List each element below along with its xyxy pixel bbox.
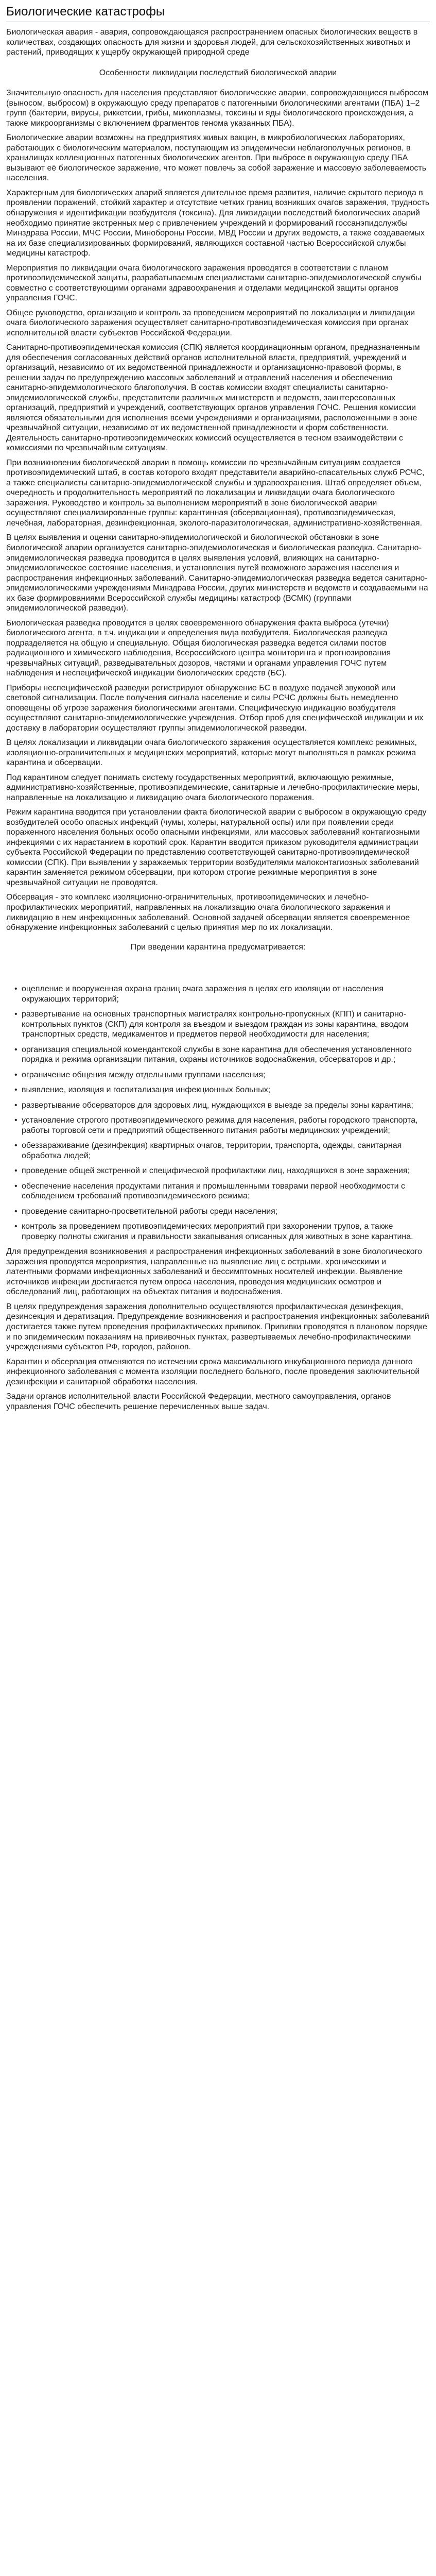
paragraph: Для предупреждения возникновения и распространения инфекционных заболеваний в зоне биологического заражения проводятся мероприятия, направленные на выявление лиц с острыми, хроническими и латентными формами инфекционных заболеваний и бессимптомных носителей инфекции. Выявление источников инфекции достигается путем опроса населения, проведения медицинских осмотров и обследований лиц, работающих на объектах питания и водоснабжения. [6, 1247, 422, 1297]
list-item: • обеспечение населения продуктами питания и промышленными товарами первой необходимости с соблюдением требований противоэпидемического режима; [22, 1181, 430, 1201]
paragraph: Режим карантина вводится при установлении факта биологической аварии с выбросом в окружающую среду возбудителей особо опасных инфекций (чумы, холеры, натуральной оспы) или при появлении среди пораженного населения больных особо опасными инфекциями, или массовых заболеваний контагиозными инфекциями с их нарастанием в короткий срок. Карантин вводится приказом руководителя администрации субъекта Российской Федерации по представлению соответствующей санитарно-противоэпидемической комиссии (СПК). При выявлении у заражаемых территории возбудителями малоконтагиозных заболеваний карантин заменяется режимом обсервации, при котором строгие режимные мероприятия в зоне чрезвычайной ситуации не проводятся. [6, 808, 427, 887]
quarantine-heading: При введении карантина предусматривается: [130, 942, 306, 952]
paragraph: Характерным для биологических аварий является длительное время развития, наличие скрытого периода в проявлении поражений, стойкий характер и отсутствие четких границ возникших очагов заражения, трудность обнаружения и идентификации возбудителя (токсина). Для ликвидации последствий биологических аварий необходимо принятие экстренных мер с привлечением учреждений и формирований госсанэпидслужбы Минздрава России, МЧС России, Минобороны России, МВД России и других ведомств, а также создаваемых на их базе специализированных формирований, являющихся составной частью Всероссийской службы медицины катастроф. [6, 188, 430, 258]
paragraph: Задачи органов исполнительной власти Российской Федерации, местного самоуправления, органов управления ГОЧС обеспечить решение перечисленных выше задач. [6, 1392, 391, 1411]
paragraph: Значительную опасность для населения представляют биологические аварии, сопровождающиеся выбросом (выносом, выбросом) в окружающую среду препаратов с патогенными биологическими агентами (ПБА) 1–2 групп (бактерии, вирусы, риккетсии, грибы, микоплазмы, токсины и яды биологического происхождения, а также микроорганизмы с включением фрагментов генома указанных ПБА). [6, 89, 428, 128]
paragraph: Биологическая разведка проводится в целях своевременного обнаружения факта выброса (утечки) биологического агента, в т.ч. индикации и определения вида возбудителя. Биологическая разведка подразделяется на общую и специальную. Общая биологическая разведка ведется силами постов радиационного и химического наблюдения, Всероссийского центра мониторинга и прогнозирования чрезвычайных ситуаций, разведывательных дозоров, частями и органами управления ГОЧС путем наблюдения и неспецифической индикации биологических средств (БС). [6, 618, 391, 678]
list-item: • развертывание на основных транспортных магистралях контрольно-пропускных (КПП) и санитарно-контрольных пунктов (СКП) для контроля за въездом и выездом граждан из зоны карантина, вводом транспортных средств, медикаментов и предметов первой необходимости для населения; [22, 1009, 430, 1040]
paragraph: Биологические аварии возможны на предприятиях живых вакцин, в микробиологических лабораториях, работающих с биологическим материалом, поступающим из эпидемически неблагополучных регионов, в хранилищах коллекционных патогенных биологических агентов. При выбросе в окружающую среду ПБА вызывают её биологическое заражение, что может повлечь за собой заражение и массовую заболеваемость населения. [6, 133, 427, 183]
list-item: • контроль за проведением противоэпидемических мероприятий при захоронении трупов, а также проверку полноты сжигания и правильности закапывания описанных для животных в зоне карантина. [22, 1222, 430, 1242]
paragraph: В целях выявления и оценки санитарно-эпидемиологической и биологической обстановки в зоне биологической аварии организуется санитарно-эпидемиологическая и биологическая разведка. Санитарно-эпидемиологическая разведка проводится в целях выявления условий, влияющих на санитарно-эпидемиологическое состояние населения, и установления путей возможного заражения населения и распространения инфекционных заболеваний. Санитарно-эпидемиологическая разведка ведется санитарно-эпидемиологическими учреждениями Минздрава России, других министерств и ведомств и создаваемыми на их базе формированиями Всероссийской службы медицины катастроф (ВСМК) (группами эпидемиологической разведки). [6, 533, 428, 613]
list-item: • организация специальной комендантской службы в зоне карантина для обеспечения установленного порядка и режима организации питания, охраны источников водоснабжения, обсерваторов и др.; [22, 1045, 430, 1065]
paragraph: Под карантином следует понимать систему государственных мероприятий, включающую режимные, административно-хозяйственные, противоэпидемические, санитарные и лечебно-профилактические меры, направленные на локализацию и ликвидацию очага биологического поражения. [6, 773, 420, 802]
quarantine-list [6, 984, 430, 1242]
list-item: • проведение общей экстренной и специфической профилактики лиц, находящихся в зоне заражения; [22, 1166, 430, 1176]
list-item: • оцепление и вооруженная охрана границ очага заражения в целях его изоляции от населения окружающих территорий; [22, 984, 430, 1004]
paragraph: Мероприятия по ликвидации очага биологического заражения проводятся в соответствии с планом противоэпидемической защиты, разрабатываемым специалистами санитарно-эпидемиологической службы совместно с соответствующими органами здравоохранения и отделами медицинской защиты органов управления ГОЧС. [6, 263, 422, 303]
list-item: • установление строгого противоэпидемического режима для населения, работы городского транспорта, работы торговой сети и предприятий общественного питания работы медицинских учреждений; [22, 1115, 430, 1136]
body-paragraphs-a [6, 88, 430, 933]
paragraph: В целях предупреждения заражения дополнительно осуществляются профилактическая дезинфекция, дезинсекция и дератизация. Предупреждение возникновения и распространения инфекционных заболеваний достигается также путем проведения профилактических прививок. Прививки проводятся в плановом порядке и по эпидемическим показаниям на прививочных пунктах, развертываемых лечебно-профилактическими учреждениями субъектов РФ, городов, районов. [6, 1302, 429, 1352]
paragraph: Карантин и обсервация отменяются по истечении срока максимального инкубационного периода данного инфекционного заболевания с момента изоляции последнего больного, после проведения заключительной дезинфекции и санитарной обработки населения. [6, 1357, 420, 1386]
paragraph: Санитарно-противоэпидемическая комиссия (СПК) является координационным органом, предназначенным для обеспечения согласованных действий органов исполнительной власти, предприятий, учреждений и организаций, независимо от их ведомственной принадлежности и организационно-правовой формы, в решении задач по предупреждению массовых заболеваний и отравлений населения и обеспечению санитарно-эпидемиологического благополучия. В состав комиссии входят специалисты санитарно-эпидемиологической службы, представители различных министерств и ведомств, заинтересованных организаций, предприятий и учреждений, соответствующих органов управления ГОЧС. Решения комиссии являются обязательными для исполнения всеми учреждениями и организациями, расположенными в зоне чрезвычайной ситуации, независимо от их ведомственной принадлежности и форм собственности. Деятельность санитарно-противоэпидемических комиссий осуществляется в тесном взаимодействии с комиссиями по чрезвычайным ситуациям. [6, 343, 420, 453]
page-title: Биологические катастрофы [6, 4, 430, 22]
list-item: • развертывание обсерваторов для здоровых лиц, нуждающихся в выезде за пределы зоны карантина; [22, 1100, 430, 1111]
paragraph: При возникновении биологической аварии в помощь комиссии по чрезвычайным ситуациям создается противоэпидемический штаб, в состав которого входят представители аварийно-спасательных служб РСЧС, а также специалисты санитарно-эпидемиологической службы и здравоохранения. Штаб определяет объем, очередность и продолжительность мероприятий по локализации и ликвидации очага биологического заражения. Руководство и контроль за выполнением мероприятий в зоне биологической аварии осуществляют специализированные группы: карантинная (обсервационная), противоэпидемическая, лечебная, лабораторная, дезинфекционная, эколого-паразитологическая, административно-хозяйственная. [6, 458, 425, 528]
body-paragraphs-b [6, 1247, 430, 1412]
paragraph: Приборы неспецифической разведки регистрируют обнаружение БС в воздухе подачей звуковой или световой сигнализации. После получения сигнала население и силы РСЧС должны быть немедленно оповещены об угрозе заражения биологическими агентами. Специфическую индикацию возбудителя осуществляют санитарно-эпидемиологические учреждения. Отбор проб для специфической индикации и их доставку в лаборатории осуществляют группы эпидемиологической разведки. [6, 683, 424, 733]
section-heading: Особенности ликвидации последствий биологической аварии [99, 68, 337, 77]
spacer [6, 962, 430, 981]
list-item: • обеззараживание (дезинфекция) квартирных очагов, территории, транспорта, одежды, санитарная обработка людей; [22, 1141, 430, 1161]
list-item: • проведение санитарно-просветительной работы среди населения; [22, 1207, 430, 1217]
list-item: • выявление, изоляция и госпитализация инфекционных больных; [22, 1085, 430, 1095]
intro-paragraph: Биологическая авария - авария, сопровождающаяся распространением опасных биологических веществ в количествах, создающих опасность для жизни и здоровья людей, для сельскохозяйственных животных и растений, приводящих к ущербу окружающей природной среде [6, 28, 418, 57]
list-item: • ограничение общения между отдельными группами населения; [22, 1070, 430, 1080]
paragraph: Обсервация - это комплекс изоляционно-ограничительных, противоэпидемических и лечебно-профилактических мероприятий, направленных на локализацию очага биологического заражения и ликвидацию в нем инфекционных заболеваний. Основной задачей обсервации является своевременное обнаружение инфекционных заболеваний с целью принятия мер по их локализации. [6, 893, 410, 933]
paragraph: В целях локализации и ликвидации очага биологического заражения осуществляется комплекс режимных, изоляционно-ограничительных и медицинских мероприятий, которые могут выполняться в рамках режима карантина и обсервации. [6, 738, 417, 768]
paragraph: Общее руководство, организацию и контроль за проведением мероприятий по локализации и ликвидации очага биологического заражения осуществляет санитарно-противоэпидемическая комиссия при органах исполнительной власти субъектов Российской Федерации. [6, 308, 415, 337]
